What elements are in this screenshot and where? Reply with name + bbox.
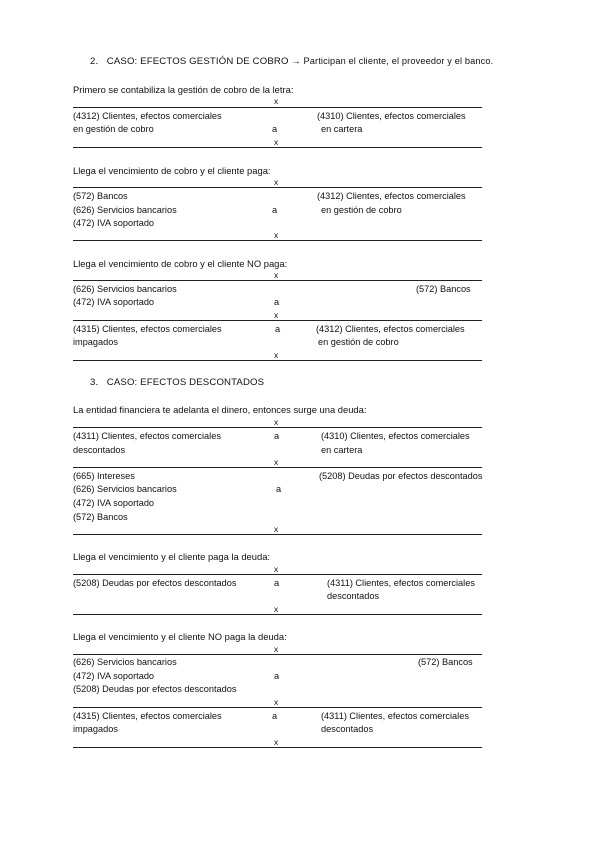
a-mark: a <box>272 124 278 134</box>
entry-line <box>73 614 482 615</box>
debit-account: (4315) Clientes, efectos comerciales <box>73 711 222 721</box>
x-mark: x <box>274 177 279 187</box>
x-mark: x <box>274 697 279 707</box>
section-2-heading <box>90 56 493 67</box>
debit-account: (472) IVA soportado <box>73 297 155 307</box>
debit-account: (5208) Deudas por efectos descontados <box>73 578 237 588</box>
entry-line <box>73 747 482 748</box>
entry-line <box>73 654 482 655</box>
debit-account: (4312) Clientes, efectos comerciales <box>73 111 222 121</box>
x-mark: x <box>274 270 279 280</box>
debit-account: (5208) Deudas por efectos descontados <box>73 684 237 694</box>
debit-account: (665) Intereses <box>73 471 135 481</box>
x-mark: x <box>274 524 279 534</box>
s3-para2: Llega el vencimiento y el cliente paga la deuda: <box>73 551 271 562</box>
debit-account: (626) Servicios bancarios <box>73 484 177 494</box>
credit-account: en gestión de cobro <box>321 205 402 215</box>
x-mark: x <box>274 310 279 320</box>
s3-para3: Llega el vencimiento y el cliente NO paga la deuda: <box>73 631 287 642</box>
debit-account: (472) IVA soportado <box>73 498 155 508</box>
x-mark: x <box>274 604 279 614</box>
x-mark: x <box>274 96 279 106</box>
credit-account: (572) Bancos <box>416 284 471 294</box>
entry-line <box>73 320 482 321</box>
debit-account: impagados <box>73 724 118 734</box>
credit-account: (4311) Clientes, efectos comerciales <box>321 711 469 721</box>
debit-account: impagados <box>73 337 118 347</box>
section-2-number: 2. <box>90 56 99 67</box>
entry-line <box>73 147 482 148</box>
debit-account: (626) Servicios bancarios <box>73 657 177 667</box>
section-2-subtitle: → Participan el cliente, el proveedor y el banco. <box>291 56 494 66</box>
section-3-heading <box>90 377 264 388</box>
credit-account: (4310) Clientes, efectos comerciales <box>317 111 466 121</box>
x-mark: x <box>274 230 279 240</box>
entry-line <box>73 574 482 575</box>
a-mark: a <box>272 711 278 721</box>
credit-account: (4312) Clientes, efectos comerciales <box>317 191 466 201</box>
entry-line <box>73 427 482 428</box>
x-mark: x <box>274 137 279 147</box>
credit-account: en cartera <box>321 124 363 134</box>
entry-line <box>73 187 482 188</box>
a-mark: a <box>274 431 280 441</box>
entry-line <box>73 107 482 108</box>
credit-account: (4312) Clientes, efectos comerciales <box>316 324 465 334</box>
credit-account: (5208) Deudas por efectos descontados <box>319 471 483 481</box>
a-mark: a <box>275 324 281 334</box>
credit-account: descontados <box>321 724 374 734</box>
x-mark: x <box>274 737 279 747</box>
debit-account: (472) IVA soportado <box>73 218 155 228</box>
a-mark: a <box>274 578 280 588</box>
x-mark: x <box>274 644 279 654</box>
debit-account: (4311) Clientes, efectos comerciales <box>73 431 221 441</box>
entry-line <box>73 280 482 281</box>
entry-line <box>73 467 482 468</box>
debit-account: (572) Bancos <box>73 512 128 522</box>
s2-intro: Primero se contabiliza la gestión de cobro de la letra: <box>73 84 294 95</box>
x-mark: x <box>274 417 279 427</box>
credit-account: (4311) Clientes, efectos comerciales <box>327 578 475 588</box>
credit-account: descontados <box>327 591 380 601</box>
debit-account: descontados <box>73 445 126 455</box>
entry-line <box>73 240 482 241</box>
x-mark: x <box>274 564 279 574</box>
entry-line <box>73 360 482 361</box>
entry-line <box>73 707 482 708</box>
x-mark: x <box>274 350 279 360</box>
debit-account: (626) Servicios bancarios <box>73 205 177 215</box>
section-3-number: 3. <box>90 377 99 388</box>
debit-account: en gestión de cobro <box>73 124 154 134</box>
debit-account: (472) IVA soportado <box>73 671 155 681</box>
credit-account: en gestión de cobro <box>318 337 399 347</box>
a-mark: a <box>274 297 280 307</box>
credit-account: (4310) Clientes, efectos comerciales <box>321 431 470 441</box>
x-mark: x <box>274 457 279 467</box>
a-mark: a <box>272 205 278 215</box>
s2-para2: Llega el vencimiento de cobro y el cliente paga: <box>73 165 271 176</box>
debit-account: (626) Servicios bancarios <box>73 284 177 294</box>
section-3-title: CASO: EFECTOS DESCONTADOS <box>106 377 265 388</box>
debit-account: (4315) Clientes, efectos comerciales <box>73 324 222 334</box>
s3-intro: La entidad financiera te adelanta el dinero, entonces surge una deuda: <box>73 404 367 415</box>
section-2-title: CASO: EFECTOS GESTIÓN DE COBRO <box>106 56 289 67</box>
credit-account: en cartera <box>321 445 363 455</box>
a-mark: a <box>274 671 280 681</box>
entry-line <box>73 534 482 535</box>
a-mark: a <box>276 484 282 494</box>
credit-account: (572) Bancos <box>418 657 473 667</box>
s2-para3: Llega el vencimiento de cobro y el cliente NO paga: <box>73 258 288 269</box>
debit-account: (572) Bancos <box>73 191 128 201</box>
